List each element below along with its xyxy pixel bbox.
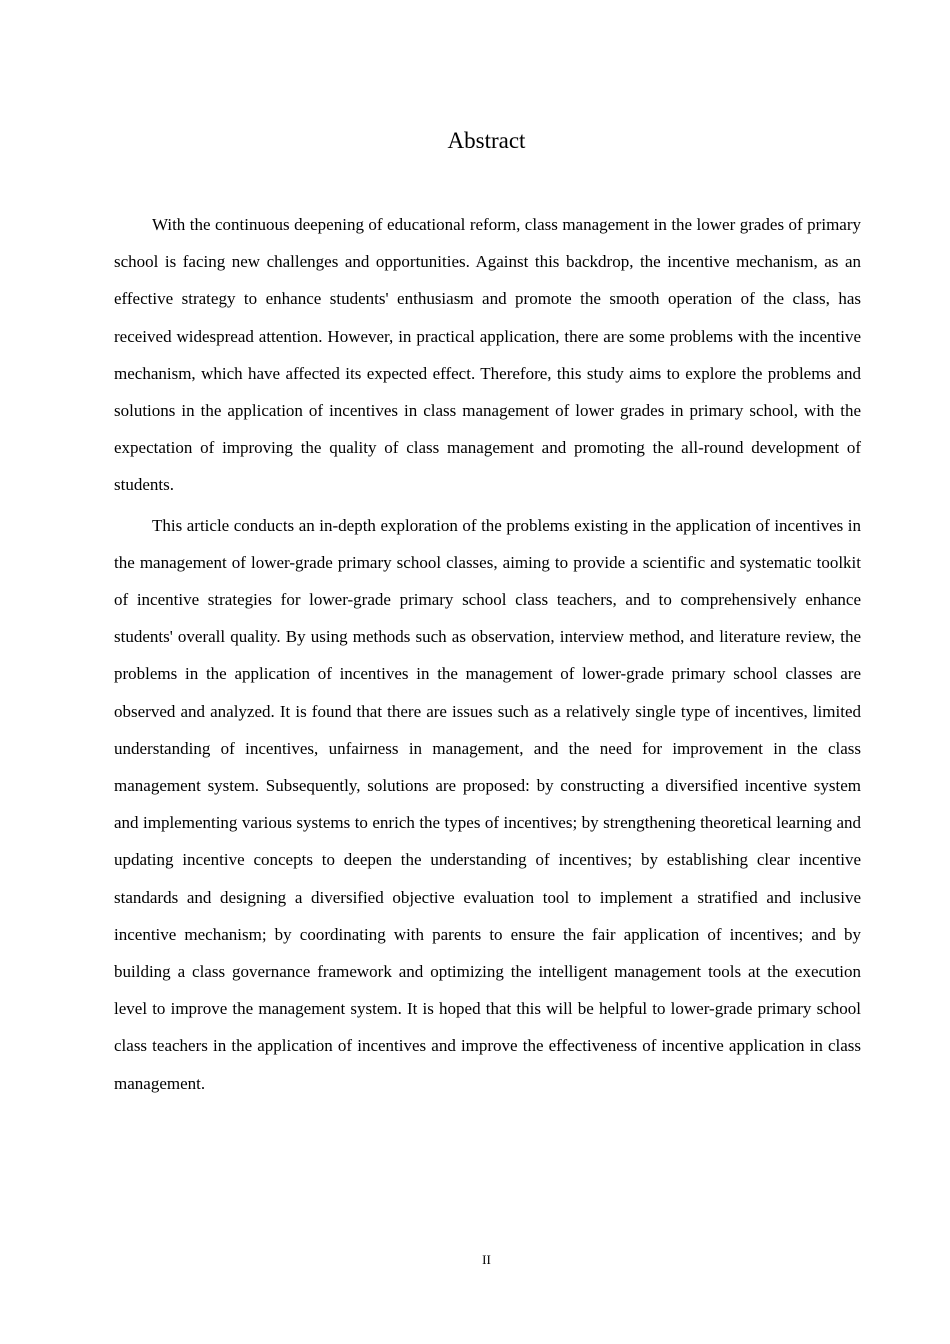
abstract-paragraph-1: With the continuous deepening of educational reform, class management in the lower grades of primary school is facing new challenges and opportunities. Against this backdrop, the incentive mechanism, as an effective strategy to enhance students' enthusiasm and promote the smooth operation of the class, has received widespread attention. However, in practical application, there are some problems with the incentive mechanism, which have affected its expected effect. Therefore, this study aims to explore the problems and solutions in the application of incentives in class management of lower grades in primary school, with the expectation of improving the quality of class management and promoting the all-round development of students.	[114, 215, 861, 495]
page-title: Abstract	[447, 128, 526, 153]
page-number: II	[482, 1252, 491, 1267]
abstract-body	[114, 206, 861, 1105]
abstract-paragraph-2: This article conducts an in-depth exploration of the problems existing in the application of incentives in the management of lower-grade primary school classes, aiming to provide a scientific and systematic toolkit of incentive strategies for lower-grade primary school class teachers, and to comprehensively enhance students' overall quality. By using methods such as observation, interview method, and literature review, the problems in the application of incentives in the management of lower-grade primary school classes are observed and analyzed. It is found that there are issues such as a relatively single type of incentives, limited understanding of incentives, unfairness in management, and the need for improvement in the class management system. Subsequently, solutions are proposed: by constructing a diversified incentive system and implementing various systems to enrich the types of incentives; by strengthening theoretical learning and updating incentive concepts to deepen the understanding of incentives; by establishing clear incentive standards and designing a diversified objective evaluation tool to implement a stratified and inclusive incentive mechanism; by coordinating with parents to ensure the fair application of incentives; and by building a class governance framework and optimizing the intelligent management tools at the execution level to improve the management system. It is hoped that this will be helpful to lower-grade primary school class teachers in the application of incentives and improve the effectiveness of incentive application in class management.	[114, 515, 861, 1093]
